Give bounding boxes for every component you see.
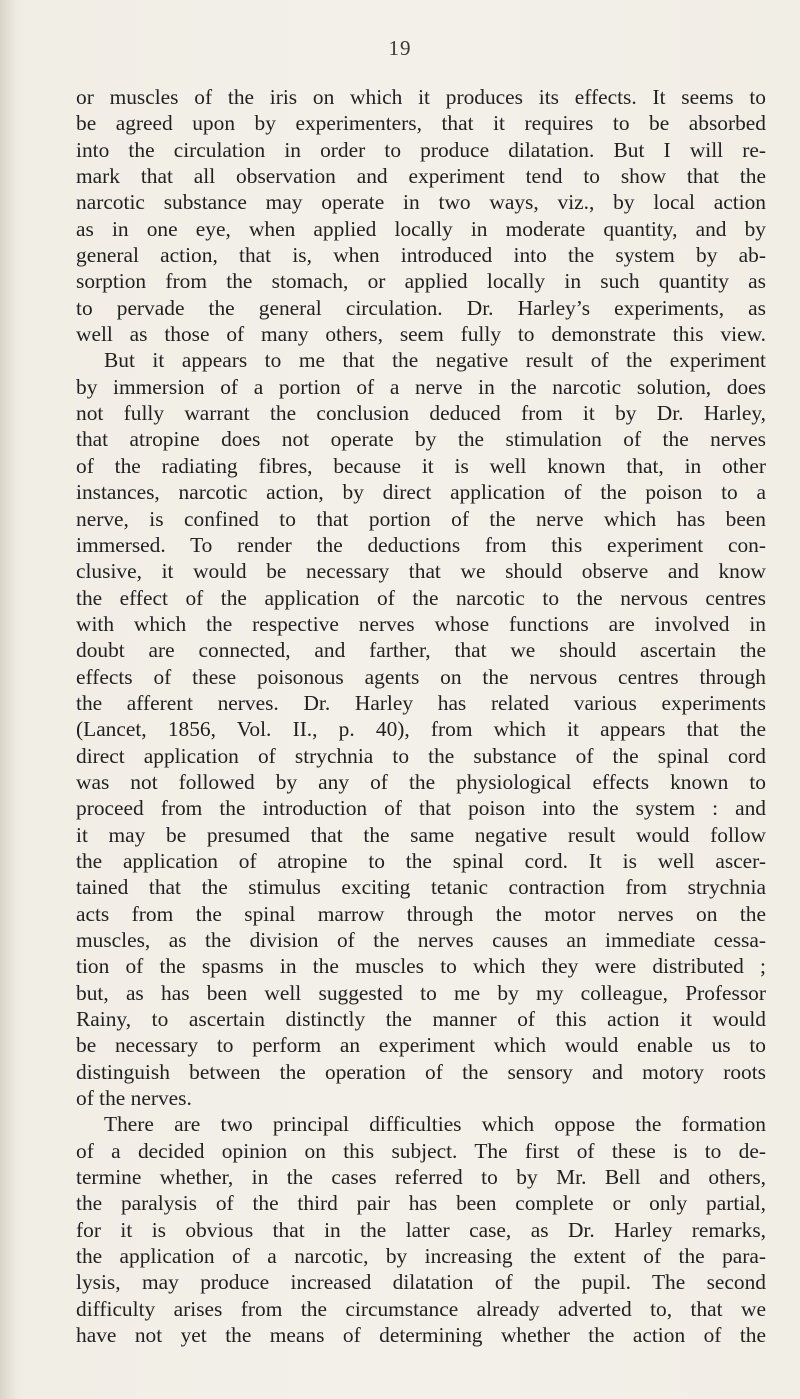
text-line: well as those of many others, seem fully to demonstrate this view.: [76, 322, 766, 347]
text-line: with which the respective nerves whose functions are involved in: [76, 611, 766, 636]
text-line: acts from the spinal marrow through the motor nerves on the: [76, 901, 766, 926]
text-line: be agreed upon by experimenters, that it requires to be absorbed: [76, 111, 766, 136]
text-line: (Lancet, 1856, Vol. II., p. 40), from which it appears that the: [76, 717, 766, 742]
text-line: of a decided opinion on this subject. The first of these is to de-: [76, 1138, 766, 1163]
text-line: of the nerves.: [76, 1086, 192, 1111]
text-line: the application of a narcotic, by increasing the extent of the para-: [76, 1244, 766, 1269]
text-line: sorption from the stomach, or applied locally in such quantity as: [76, 269, 766, 294]
page-binding-edge: [0, 0, 16, 1399]
text-line: was not followed by any of the physiological effects known to: [76, 769, 766, 794]
text-line: but, as has been well suggested to me by my colleague, Professor: [76, 980, 766, 1005]
text-line: proceed from the introduction of that poison into the system : and: [76, 796, 766, 821]
text-line: instances, narcotic action, by direct application of the poison to a: [76, 480, 766, 505]
text-line: narcotic substance may operate in two ways, viz., by local action: [76, 190, 766, 215]
text-line: muscles, as the division of the nerves causes an immediate cessa-: [76, 928, 766, 952]
text-line: termine whether, in the cases referred to by Mr. Bell and others,: [76, 1165, 766, 1190]
text-line: be necessary to perform an experiment which would enable us to: [76, 1033, 766, 1058]
text-line: difficulty arises from the circumstance already adverted to, that we: [76, 1296, 766, 1321]
text-line: Rainy, to ascertain distinctly the manner of this action it would: [76, 1007, 766, 1032]
text-line: But it appears to me that the negative result of the experiment: [104, 348, 766, 373]
text-line: tained that the stimulus exciting tetanic contraction from strychnia: [76, 875, 766, 900]
text-line: direct application of strychnia to the substance of the spinal cord: [76, 743, 766, 768]
text-line: by immersion of a portion of a nerve in the narcotic solution, does: [76, 374, 766, 399]
text-line: distinguish between the operation of the sensory and motory roots: [76, 1059, 766, 1084]
text-line: the effect of the application of the narcotic to the nervous centres: [76, 585, 766, 610]
text-line: nerve, is confined to that portion of the nerve which has been: [76, 506, 766, 531]
text-line: or muscles of the iris on which it produces its effects. It seems to: [76, 85, 766, 109]
text-line: There are two principal difficulties which oppose the formation: [104, 1112, 766, 1137]
text-line: of the radiating fibres, because it is well known that, in other: [76, 453, 766, 478]
text-line: immersed. To render the deductions from this experiment con-: [76, 532, 766, 557]
text-line: the afferent nerves. Dr. Harley has related various experiments: [76, 690, 766, 715]
text-line: not fully warrant the conclusion deduced from it by Dr. Harley,: [76, 401, 766, 426]
text-line: doubt are connected, and farther, that we should ascertain the: [76, 638, 766, 663]
text-line: the paralysis of the third pair has been complete or only partial,: [76, 1191, 766, 1216]
text-line: for it is obvious that in the latter case, as Dr. Harley remarks,: [76, 1217, 766, 1242]
text-line: it may be presumed that the same negative result would follow: [76, 822, 766, 847]
text-line: into the circulation in order to produce dilatation. But I will re-: [76, 137, 766, 162]
text-line: the application of atropine to the spinal cord. It is well ascer-: [76, 848, 766, 873]
text-line: that atropine does not operate by the stimulation of the nerves: [76, 427, 766, 452]
text-line: as in one eye, when applied locally in moderate quantity, and by: [76, 216, 766, 241]
text-line: tion of the spasms in the muscles to which they were distributed ;: [76, 954, 766, 979]
text-line: have not yet the means of determining whether the action of the: [76, 1323, 766, 1348]
text-line: effects of these poisonous agents on the nervous centres through: [76, 664, 766, 689]
text-line: general action, that is, when introduced into the system by ab-: [76, 243, 766, 268]
text-line: lysis, may produce increased dilatation of the pupil. The second: [76, 1270, 766, 1295]
text-line: mark that all observation and experiment tend to show that the: [76, 164, 766, 189]
page-number: 19: [388, 36, 412, 60]
body-text: [76, 84, 766, 1349]
text-line: clusive, it would be necessary that we should observe and know: [76, 559, 766, 584]
text-line: to pervade the general circulation. Dr. Harley’s experiments, as: [76, 295, 766, 320]
